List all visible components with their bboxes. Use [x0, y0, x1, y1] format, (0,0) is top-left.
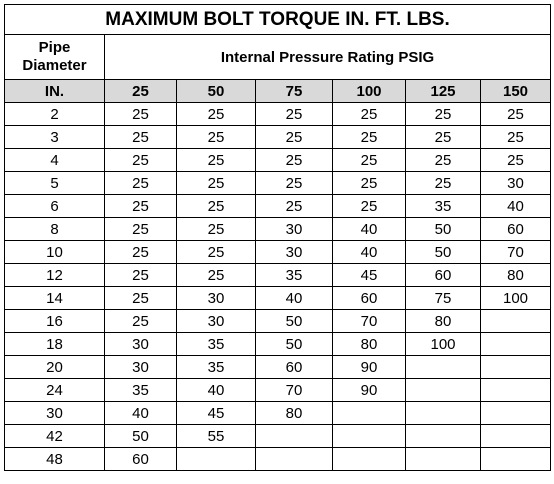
torque-value-cell: 80: [333, 333, 406, 356]
torque-value-cell: 60: [256, 356, 333, 379]
torque-value-cell: 90: [333, 379, 406, 402]
torque-value-cell: 25: [333, 172, 406, 195]
pipe-diameter-cell: 3: [5, 126, 105, 149]
torque-value-cell: 25: [256, 149, 333, 172]
torque-value-cell: 25: [406, 126, 481, 149]
torque-value-cell: 35: [256, 264, 333, 287]
torque-value-cell: 30: [256, 218, 333, 241]
table-row: [5, 333, 551, 356]
torque-value-cell: [481, 448, 551, 471]
torque-value-cell: 25: [177, 126, 256, 149]
torque-value-cell: 80: [406, 310, 481, 333]
pipe-diameter-cell: 2: [5, 103, 105, 126]
torque-value-cell: [406, 402, 481, 425]
torque-value-cell: 60: [333, 287, 406, 310]
torque-value-cell: 25: [177, 195, 256, 218]
pipe-diameter-cell: 20: [5, 356, 105, 379]
pressure-col-header: 25: [105, 80, 177, 103]
torque-value-cell: 25: [406, 172, 481, 195]
torque-value-cell: 60: [105, 448, 177, 471]
torque-value-cell: 25: [256, 172, 333, 195]
torque-value-cell: 30: [177, 287, 256, 310]
torque-value-cell: [333, 402, 406, 425]
torque-value-cell: 25: [177, 241, 256, 264]
torque-value-cell: [406, 448, 481, 471]
torque-value-cell: 25: [177, 103, 256, 126]
torque-value-cell: 25: [256, 195, 333, 218]
torque-value-cell: 25: [105, 264, 177, 287]
torque-value-cell: 25: [481, 103, 551, 126]
torque-value-cell: 35: [177, 356, 256, 379]
torque-value-cell: 80: [256, 402, 333, 425]
torque-value-cell: 35: [105, 379, 177, 402]
pipe-diameter-cell: 24: [5, 379, 105, 402]
torque-value-cell: 25: [177, 172, 256, 195]
torque-value-cell: 90: [333, 356, 406, 379]
torque-value-cell: 25: [105, 218, 177, 241]
torque-value-cell: 75: [406, 287, 481, 310]
torque-value-cell: 45: [177, 402, 256, 425]
table-row: [5, 264, 551, 287]
torque-value-cell: 25: [105, 195, 177, 218]
table-row: [5, 195, 551, 218]
torque-value-cell: 40: [105, 402, 177, 425]
table-row: [5, 425, 551, 448]
pressure-rating-header: Internal Pressure Rating PSIG: [105, 35, 551, 80]
torque-value-cell: 25: [406, 103, 481, 126]
pipe-diameter-cell: 5: [5, 172, 105, 195]
torque-value-cell: 40: [256, 287, 333, 310]
torque-value-cell: 30: [105, 333, 177, 356]
torque-value-cell: 25: [333, 103, 406, 126]
torque-value-cell: 25: [105, 126, 177, 149]
table-row: [5, 287, 551, 310]
torque-value-cell: [333, 448, 406, 471]
torque-value-cell: 25: [105, 172, 177, 195]
torque-value-cell: 35: [177, 333, 256, 356]
torque-value-cell: 25: [406, 149, 481, 172]
pipe-diameter-cell: 16: [5, 310, 105, 333]
torque-value-cell: 25: [333, 149, 406, 172]
table-row: [5, 379, 551, 402]
torque-value-cell: 55: [177, 425, 256, 448]
torque-value-cell: [406, 356, 481, 379]
torque-value-cell: 25: [105, 241, 177, 264]
torque-table-container: [4, 4, 550, 471]
torque-value-cell: 30: [481, 172, 551, 195]
torque-value-cell: 70: [256, 379, 333, 402]
torque-value-cell: 70: [333, 310, 406, 333]
torque-value-cell: 25: [105, 287, 177, 310]
pipe-diameter-cell: 12: [5, 264, 105, 287]
torque-value-cell: 25: [105, 310, 177, 333]
torque-value-cell: 30: [256, 241, 333, 264]
pipe-diameter-cell: 30: [5, 402, 105, 425]
torque-value-cell: 45: [333, 264, 406, 287]
pressure-col-header: 100: [333, 80, 406, 103]
pipe-diameter-cell: 6: [5, 195, 105, 218]
pressure-col-header: 125: [406, 80, 481, 103]
torque-value-cell: 30: [177, 310, 256, 333]
torque-value-cell: 50: [406, 218, 481, 241]
table-row: [5, 172, 551, 195]
torque-value-cell: 50: [256, 333, 333, 356]
torque-value-cell: 25: [177, 218, 256, 241]
torque-value-cell: 100: [481, 287, 551, 310]
torque-value-cell: 40: [177, 379, 256, 402]
torque-value-cell: [177, 448, 256, 471]
table-row: [5, 241, 551, 264]
torque-value-cell: 25: [333, 126, 406, 149]
torque-value-cell: [256, 448, 333, 471]
torque-value-cell: [481, 333, 551, 356]
table-row: [5, 149, 551, 172]
torque-value-cell: 50: [105, 425, 177, 448]
torque-value-cell: [406, 425, 481, 448]
torque-value-cell: 25: [177, 264, 256, 287]
pressure-col-header: 150: [481, 80, 551, 103]
pipe-diameter-cell: 8: [5, 218, 105, 241]
torque-value-cell: 25: [481, 149, 551, 172]
torque-value-cell: 50: [256, 310, 333, 333]
pipe-header-line1: Pipe: [38, 39, 71, 56]
table-row: [5, 218, 551, 241]
pressure-col-header: 50: [177, 80, 256, 103]
torque-value-cell: 25: [481, 126, 551, 149]
torque-value-cell: [481, 356, 551, 379]
torque-value-cell: [481, 425, 551, 448]
table-row: [5, 126, 551, 149]
torque-value-cell: 30: [105, 356, 177, 379]
torque-value-cell: 60: [406, 264, 481, 287]
torque-value-cell: [481, 402, 551, 425]
torque-value-cell: [256, 425, 333, 448]
torque-value-cell: 40: [333, 241, 406, 264]
torque-value-cell: [333, 425, 406, 448]
table-row: [5, 103, 551, 126]
table-row: [5, 402, 551, 425]
torque-value-cell: 25: [256, 103, 333, 126]
torque-table: [4, 4, 551, 471]
pipe-diameter-cell: 4: [5, 149, 105, 172]
torque-value-cell: [406, 379, 481, 402]
torque-value-cell: 25: [177, 149, 256, 172]
torque-value-cell: 25: [256, 126, 333, 149]
torque-value-cell: [481, 310, 551, 333]
table-row: [5, 448, 551, 471]
torque-value-cell: 25: [105, 103, 177, 126]
torque-value-cell: 35: [406, 195, 481, 218]
table-title: MAXIMUM BOLT TORQUE IN. FT. LBS.: [5, 5, 551, 35]
torque-value-cell: 40: [333, 218, 406, 241]
torque-value-cell: [481, 379, 551, 402]
torque-value-cell: 100: [406, 333, 481, 356]
pipe-diameter-header: [5, 35, 105, 80]
pipe-header-line2: Diameter: [22, 57, 87, 74]
pipe-diameter-cell: 10: [5, 241, 105, 264]
pressure-col-header: 75: [256, 80, 333, 103]
torque-value-cell: 80: [481, 264, 551, 287]
table-body: [5, 103, 551, 471]
torque-value-cell: 70: [481, 241, 551, 264]
pipe-diameter-cell: 48: [5, 448, 105, 471]
pipe-diameter-cell: 18: [5, 333, 105, 356]
pipe-diameter-cell: 14: [5, 287, 105, 310]
unit-label: IN.: [5, 80, 105, 103]
table-row: [5, 356, 551, 379]
torque-value-cell: 50: [406, 241, 481, 264]
table-row: [5, 310, 551, 333]
torque-value-cell: 25: [333, 195, 406, 218]
torque-value-cell: 25: [105, 149, 177, 172]
torque-value-cell: 40: [481, 195, 551, 218]
torque-value-cell: 60: [481, 218, 551, 241]
pipe-diameter-cell: 42: [5, 425, 105, 448]
